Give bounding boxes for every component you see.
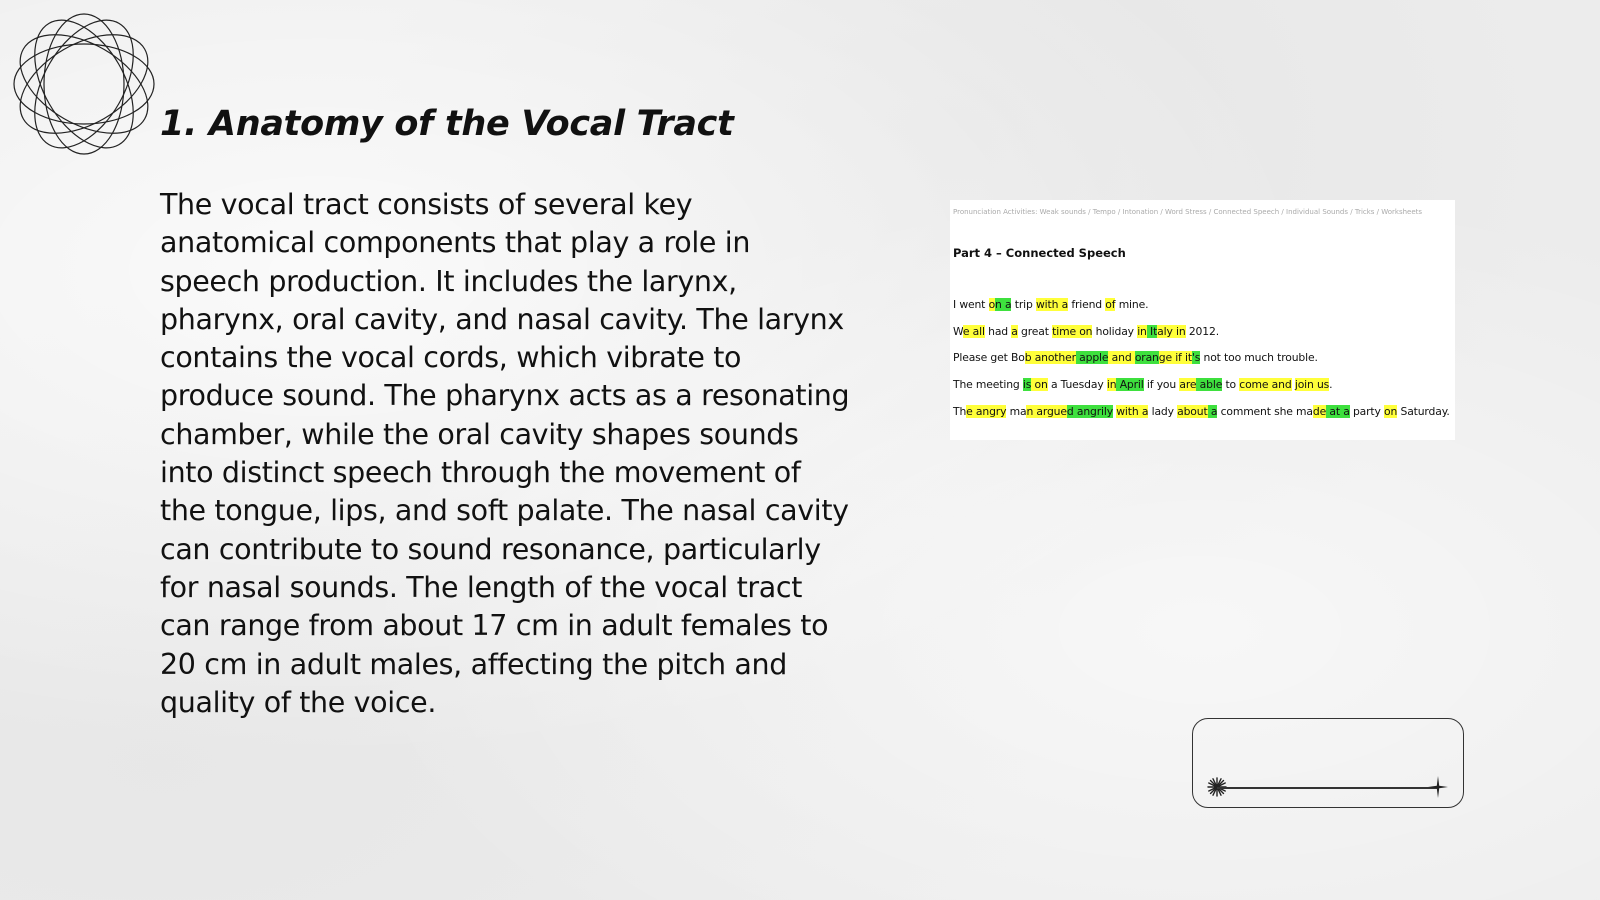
yellow-highlight: de xyxy=(1312,404,1327,418)
yellow-highlight: come and xyxy=(1239,378,1292,392)
yellow-highlight: e all xyxy=(962,324,985,338)
sentence-text: ma xyxy=(1006,404,1027,418)
slider-track[interactable] xyxy=(1217,787,1437,789)
sentence-text: W xyxy=(953,324,963,338)
document-sentence xyxy=(953,325,1455,352)
green-highlight: apple xyxy=(1079,351,1109,365)
green-highlight: It xyxy=(1146,324,1158,338)
slide-body-text: The vocal tract consists of several key anatomical components that play a role in speech production. It includes the larynx, pharynx, oral cavity, and nasal cavity. The larynx contains the vocal cords, which vibrate to produce sound. The pharynx acts as a resonating chamber, while the oral cavity shapes sounds into distinct speech through the movement of the tongue, lips, and soft palate. The nasal cavity can contribute to sound resonance, particularly for nasal sounds. The length of the vocal tract can range from about 17 cm in adult females to 20 cm in adult males, affecting the pitch and quality of the voice. xyxy=(160,188,850,719)
sentence-text: mine. xyxy=(1115,298,1149,311)
sentence-text: a Tuesday xyxy=(1047,378,1107,392)
sentence-text: lady xyxy=(1148,404,1178,418)
sentence-text: friend xyxy=(1068,298,1106,311)
sentence-text: to xyxy=(1222,378,1240,392)
yellow-highlight: ge if it xyxy=(1158,351,1192,365)
green-highlight: d angrily xyxy=(1066,404,1113,418)
sentence-text: trip xyxy=(1011,298,1036,311)
sentence-text: if you xyxy=(1143,378,1180,392)
yellow-highlight: a xyxy=(1011,324,1018,338)
sentence-text: The meeting xyxy=(953,378,1023,392)
document-sentence xyxy=(953,298,1455,325)
document-heading: Part 4 – Connected Speech xyxy=(953,246,1126,260)
green-highlight: n a xyxy=(995,298,1012,311)
sentence-text: 2012. xyxy=(1185,324,1219,338)
sentence-text: holiday xyxy=(1092,324,1138,338)
yellow-highlight: in xyxy=(1137,324,1147,338)
yellow-highlight: join us xyxy=(1294,378,1330,392)
sentence-text: party xyxy=(1349,404,1385,418)
sentence-text: Please get Bo xyxy=(953,351,1025,365)
yellow-highlight: of xyxy=(1105,298,1116,311)
slider-widget[interactable] xyxy=(1192,718,1464,808)
sentence-text: Th xyxy=(953,404,967,418)
yellow-highlight: in xyxy=(1106,378,1117,392)
circle-ring-logo-icon xyxy=(10,10,158,158)
yellow-highlight: time on xyxy=(1052,324,1093,338)
green-highlight: is xyxy=(1022,378,1032,392)
yellow-highlight: n argue xyxy=(1026,404,1067,418)
yellow-highlight: b another xyxy=(1024,351,1076,365)
yellow-highlight: with a xyxy=(1116,404,1149,418)
yellow-highlight: aly in xyxy=(1157,324,1186,338)
document-sentence xyxy=(953,378,1455,405)
document-sentence xyxy=(953,405,1455,432)
sentence-text: had xyxy=(984,324,1012,338)
document-header: Pronunciation Activities: Weak sounds / Tempo / Intonation / Word Stress / Connected Speech / Individual Sounds / Tricks / Worksheets xyxy=(953,208,1423,216)
green-highlight: able xyxy=(1196,378,1223,392)
sentence-text: Saturday. xyxy=(1397,404,1450,418)
document-sentence xyxy=(953,351,1455,378)
sentence-text: . xyxy=(1329,378,1333,392)
slide-title: 1. Anatomy of the Vocal Tract xyxy=(160,104,734,144)
green-highlight: April xyxy=(1116,378,1144,392)
sentence-text: I went xyxy=(953,298,989,311)
yellow-highlight: and xyxy=(1108,351,1135,365)
yellow-highlight: e angry xyxy=(966,404,1007,418)
yellow-highlight: on xyxy=(1384,404,1398,418)
green-highlight: 's xyxy=(1191,351,1201,365)
sentence-text: great xyxy=(1017,324,1053,338)
yellow-highlight: with a xyxy=(1035,298,1069,311)
green-highlight: at a xyxy=(1326,404,1350,418)
yellow-highlight: about xyxy=(1177,404,1208,418)
sparkle-icon xyxy=(1427,775,1449,799)
connected-speech-document-image xyxy=(950,200,1455,440)
green-highlight: oran xyxy=(1134,351,1159,365)
yellow-highlight: are xyxy=(1179,378,1197,392)
green-highlight: a xyxy=(1207,404,1218,418)
yellow-highlight: o xyxy=(988,298,996,311)
sentence-text: comment she ma xyxy=(1217,404,1313,418)
yellow-highlight: on xyxy=(1031,378,1048,392)
document-sentence-list xyxy=(953,298,1455,431)
sentence-text: not too much trouble. xyxy=(1200,351,1318,365)
